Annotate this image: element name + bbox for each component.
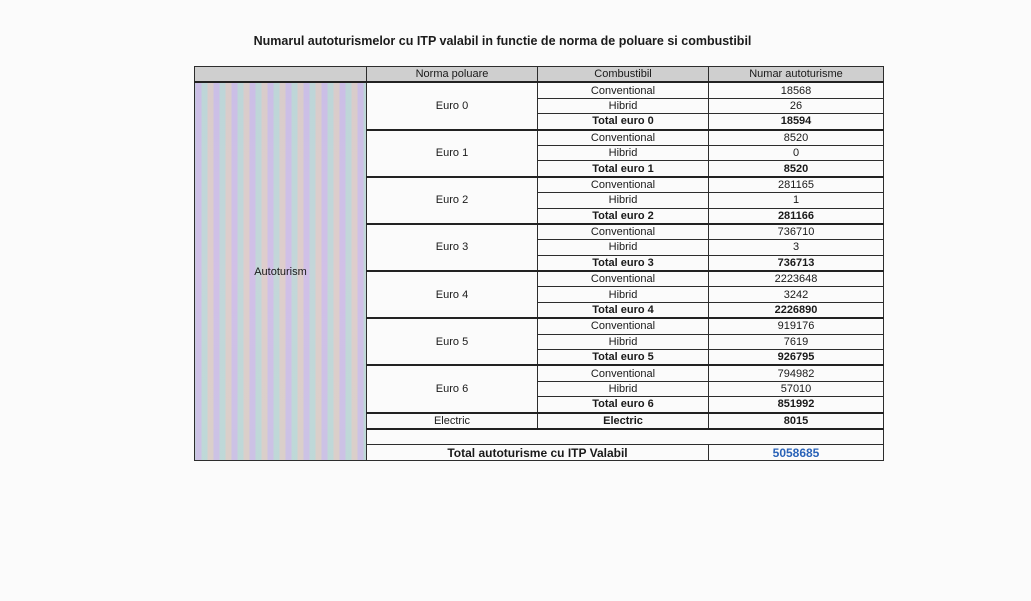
numar-cell: 2226890 — [709, 302, 884, 318]
numar-cell: 18594 — [709, 114, 884, 130]
header-combustibil: Combustibil — [538, 67, 709, 83]
combustibil-cell: Conventional — [538, 82, 709, 98]
numar-cell: 851992 — [709, 397, 884, 413]
itp-table — [194, 66, 884, 461]
norma-cell: Electric — [367, 413, 538, 429]
numar-cell: 736710 — [709, 224, 884, 240]
combustibil-cell: Hibrid — [538, 334, 709, 349]
table-row — [195, 82, 884, 98]
combustibil-cell: Conventional — [538, 177, 709, 193]
norma-cell: Euro 6 — [367, 365, 538, 412]
header-norma: Norma poluare — [367, 67, 538, 83]
combustibil-cell: Hibrid — [538, 145, 709, 160]
combustibil-cell: Total euro 5 — [538, 350, 709, 366]
norma-cell: Euro 5 — [367, 318, 538, 365]
combustibil-cell: Conventional — [538, 271, 709, 287]
numar-cell: 18568 — [709, 82, 884, 98]
combustibil-cell: Hibrid — [538, 98, 709, 113]
numar-cell: 8520 — [709, 161, 884, 177]
numar-cell: 794982 — [709, 365, 884, 381]
numar-cell: 3242 — [709, 287, 884, 302]
numar-cell: 926795 — [709, 350, 884, 366]
norma-cell: Euro 1 — [367, 130, 538, 177]
combustibil-cell: Hibrid — [538, 193, 709, 208]
numar-cell: 7619 — [709, 334, 884, 349]
numar-cell: 57010 — [709, 381, 884, 396]
combustibil-cell: Total euro 3 — [538, 255, 709, 271]
header-row — [195, 67, 884, 83]
numar-cell: 8015 — [709, 413, 884, 429]
numar-cell: 26 — [709, 98, 884, 113]
combustibil-cell: Conventional — [538, 224, 709, 240]
combustibil-cell: Hibrid — [538, 287, 709, 302]
combustibil-cell: Conventional — [538, 318, 709, 334]
numar-cell: 0 — [709, 145, 884, 160]
numar-cell: 281166 — [709, 208, 884, 224]
combustibil-cell: Total euro 1 — [538, 161, 709, 177]
combustibil-cell: Hibrid — [538, 381, 709, 396]
combustibil-cell: Conventional — [538, 130, 709, 146]
numar-cell: 1 — [709, 193, 884, 208]
combustibil-cell: Electric — [538, 413, 709, 429]
total-label: Total autoturisme cu ITP Valabil — [367, 445, 709, 460]
norma-cell: Euro 4 — [367, 271, 538, 318]
combustibil-cell: Total euro 2 — [538, 208, 709, 224]
numar-cell: 2223648 — [709, 271, 884, 287]
category-cell: Autoturism — [195, 82, 367, 460]
numar-cell: 281165 — [709, 177, 884, 193]
page-title: Numarul autoturismelor cu ITP valabil in functie de norma de poluare si combustibil — [253, 34, 752, 48]
numar-cell: 736713 — [709, 255, 884, 271]
header-numar: Numar autoturisme — [709, 67, 884, 83]
numar-cell: 8520 — [709, 130, 884, 146]
total-value: 5058685 — [709, 445, 884, 460]
numar-cell: 919176 — [709, 318, 884, 334]
numar-cell: 3 — [709, 240, 884, 255]
combustibil-cell: Total euro 4 — [538, 302, 709, 318]
norma-cell: Euro 0 — [367, 82, 538, 129]
header-blank — [195, 67, 367, 83]
combustibil-cell: Conventional — [538, 365, 709, 381]
norma-cell: Euro 2 — [367, 177, 538, 224]
combustibil-cell: Total euro 6 — [538, 397, 709, 413]
combustibil-cell: Hibrid — [538, 240, 709, 255]
norma-cell: Euro 3 — [367, 224, 538, 271]
combustibil-cell: Total euro 0 — [538, 114, 709, 130]
spacer-cell — [367, 429, 884, 445]
